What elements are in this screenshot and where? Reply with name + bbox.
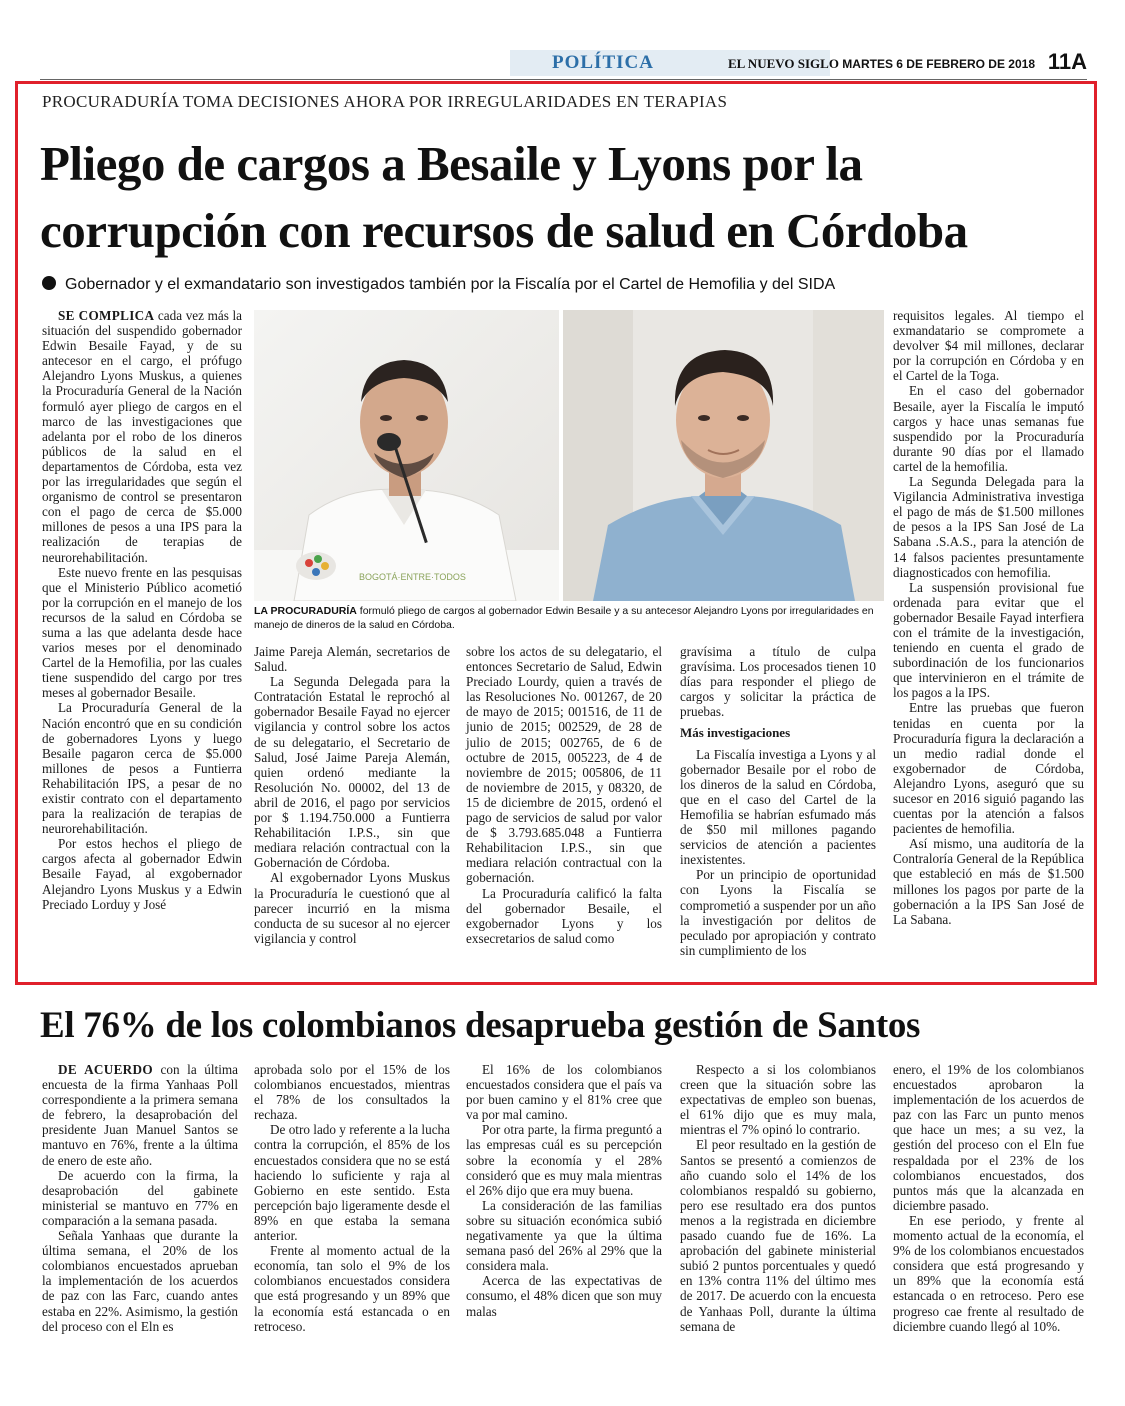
page-number: 11A: [1047, 49, 1087, 74]
article-column-1: [42, 308, 242, 912]
paragraph: Así mismo, una auditoría de la Contraloría General de la República que estableció en más de $1.500 millones los pagos por parte de la gobernación a la IPS San José de La Sabana.: [893, 836, 1084, 927]
article2-column-2: [254, 1062, 450, 1334]
paragraph: Frente al momento actual de la economía, tan solo el 9% de los colombianos encuestados considera que está progresando y un 89% que la economía está estancada o en retroceso.: [254, 1243, 450, 1334]
caption-text: formuló pliego de cargos al gobernador Edwin Besaile y a su antecesor Alejandro Lyons por irregularidades en manejo de dineros de la salud en Córdoba.: [254, 605, 874, 631]
headline-line-2: corrupción con recursos de salud en Córdoba: [40, 203, 968, 258]
section-subheading: Más investigaciones: [680, 725, 791, 741]
paragraph: De otro lado y referente a la lucha contra la corrupción, el 85% de los encuestados considera que no se está haciendo lo suficiente y raja al Gobierno en este sentido. Esta percepción bajo ligeramente desde el 89% en que estaba la semana anterior.: [254, 1122, 450, 1244]
headline-line-1: Pliego de cargos a Besaile y Lyons por la: [40, 136, 863, 191]
paragraph: requisitos legales. Al tiempo el exmandatario se compromete a devolver $4 mil millones, declarar por la corrupción en Córdoba y en el Cartel de la Toga.: [893, 308, 1084, 384]
page-header: [40, 48, 1087, 78]
article-kicker: PROCURADURÍA TOMA DECISIONES AHORA POR IRREGULARIDADES EN TERAPIAS: [42, 92, 728, 111]
paper-name: EL NUEVO SIGLO: [727, 56, 839, 71]
article-column-4: [680, 644, 876, 958]
paragraph: La consideración de las familias sobre su situación económica subió negativamente ya que la última semana pasó del 26% al 29% que la considera mala.: [466, 1197, 662, 1274]
paragraph: Respecto a si los colombianos creen que la situación sobre las expectativas de empleo son buenas, el 61% dijo que es muy mala, mientras el 7% opinó lo contrario.: [680, 1062, 876, 1138]
lead-in: SE COMPLICA: [58, 308, 155, 323]
paragraph: [42, 1062, 238, 1168]
paragraph: Señala Yanhaas que durante la última semana, el 20% de los colombianos encuestados aprueban la implementación de los acuerdos de paz con las Farc, cuando antes estaba en 22%. Asimismo, la gestión del proceso con el Eln es: [42, 1228, 238, 1334]
paragraph: La Segunda Delegada para la Vigilancia Administrativa investiga el pago de más de $1.500 millones de pesos a la IPS San José de La Sabana .S.A.S., para la atención de 14 falsos pacientes presuntamente diagnosticados con hemofilia.: [893, 474, 1084, 580]
article-column-3: [466, 644, 662, 946]
paragraph: La suspensión provisional fue ordenada para evitar que el gobernador Besaile Fayad interfiera con el trámite de la investigación, teniendo en cuenta el grado de subordinación de los funcionarios que intervinieron en el trámite de los pagos a la IPS.: [893, 579, 1084, 701]
paragraph: La Procuraduría General de la Nación encontró que en su condición de gobernadores Lyons y luego Besaile pagaron cerca de $5.000 millones de pesos a Funtierra Rehabilitación IPS, a pesar de no existir contrato con el departamento para la realización de terapias de neurorehabilitación.: [42, 700, 242, 837]
article-headline[interactable]: [40, 130, 1090, 264]
banner-text: BOGOTÁ·ENTRE·TODOS: [359, 572, 466, 582]
paragraph-text: con la última encuesta de la firma Yanhaas Poll correspondiente a la primera semana de febrero, la desaprobación del presidente Juan Manuel Santos se mantuvo en 76%, frente a la última de enero de este año.: [42, 1062, 238, 1168]
paragraph: La Segunda Delegada para la Contratación Estatal le reprochó al gobernador Besaile Fayad no ejercer vigilancia y control sobre los actos de su delegatario, el Secretario de Salud, José Jaime Pareja Alemán, quien ordenó mediante la Resolución No. 00002, del 13 de abril de 2016, el pago por servicios por $ 1.194.750.000 a Funtierra Rehabilitación I.P.S., sin que mediara relación contractual con la Gobernación de Córdoba.: [254, 674, 450, 871]
paragraph: [42, 308, 242, 565]
photo-lyons-image: [563, 310, 884, 601]
paragraph-text: cada vez más la situación del suspendido gobernador Edwin Besaile Fayad, y de su antecesor en el cargo, el prófugo Alejandro Lyons Muskus, a quienes la Procuraduría General de la Nación formuló ayer pliego de cargos en el marco de las investigaciones que adelanta por el robo de los dineros públicos de la salud en el departamentos de Córdoba, esta vez por las irregularidades que según el organismo de control se presentaron con el pago de cerca de $5.000 millones de pesos a una IPS para la realización de terapias de neurorehabilitación.: [42, 308, 242, 565]
deck-text: Gobernador y el exmandatario son investigados también por la Fiscalía por el Cartel de Hemofilia y del SIDA: [65, 276, 836, 293]
paragraph: Por otra parte, la firma preguntó a las empresas cuál es su percepción sobre la economía y el 28% consideró que es muy mala mientras el 26% dijo que era muy buena.: [466, 1122, 662, 1198]
paragraph: sobre los actos de su delegatario, el entonces Secretario de Salud, Edwin Preciado Lourdy, quien a través de las Resoluciones No. 001267, de 20 de mayo de 2015; 001516, de 11 de junio de 2015; 002529, de 28 de julio de 2015; 002765, de 6 de octubre de 2015, 005223, de 4 de noviembre de 2015; 005806, de 11 de noviembre de 2015, y 08320, de 15 de diciembre de 2015, ordenó el pago de servicios de salud por valor de $ 3.793.685.048 a Funtierra Rehabilitacion I.P.S., sin que mediara relación contractual con la gobernación.: [466, 644, 662, 886]
photo-caption: [254, 604, 884, 632]
paragraph: El 16% de los colombianos encuestados considera que el país va por buen camino y el 81% cree que va por mal camino.: [466, 1062, 662, 1123]
paragraph: enero, el 19% de los colombianos encuestados aprobaron la implementación de los acuerdos de paz con las Farc un punto menos que hace un mes; a su vez, la gestión del proceso con el Eln fue respaldada por el 23% de los colombianos encuestados, dos puntos más que la alcanzada en diciembre pasado.: [893, 1062, 1084, 1213]
article-column-2: [254, 644, 450, 946]
paragraph: De acuerdo con la firma, la desaprobación del gabinete ministerial se mantuvo en 77% en comparación a la semana pasada.: [42, 1167, 238, 1228]
paragraph: El peor resultado en la gestión de Santos se presentó a comienzos de año cuando solo el 14% de los colombianos respaldó su gobierno, pero ese resultado era dos puntos menos a la registrada en diciembre pasado cuando fue de 16%. La aprobación del gabinete ministerial subió 2 puntos porcentuales y quedó en 13% contra 11% del último mes de 2017. De acuerdo con la encuesta de Yanhaas Poll, durante la última semana de: [680, 1137, 876, 1334]
caption-lead: LA PROCURADURÍA: [254, 605, 357, 617]
paragraph: Este nuevo frente en las pesquisas que el Ministerio Público acometió por la corrupción en el manejo de los recursos de la salud en Córdoba se suma a las que adelanta desde hace varios meses por el denominado Cartel de la Hemofilia, por las cuales tiene suspendido del cargo por tres meses al gobernador Besaile.: [42, 564, 242, 701]
article2-column-3: [466, 1062, 662, 1319]
article2-headline[interactable]: El 76% de los colombianos desaprueba gestión de Santos: [40, 1005, 921, 1046]
paragraph: Por un principio de oportunidad con Lyons la Fiscalía se comprometió a suspender por un año la investigación por delitos de peculado por apropiación y contrato sin cumplimiento de los: [680, 867, 876, 958]
issue-date: MARTES 6 DE FEBRERO DE 2018: [842, 57, 1035, 71]
paragraph: gravísima a título de culpa gravísima. Los procesados tienen 10 días para responder el pliego de cargos y solicitar la práctica de pruebas.: [680, 644, 876, 720]
photo-alejandro-lyons[interactable]: [563, 310, 884, 601]
paragraph: En el caso del gobernador Besaile, ayer la Fiscalía le imputó cargos y hace unas semanas fue suspendido por la Procuraduría durante 90 días por el llamado cartel de la hemofilia.: [893, 383, 1084, 474]
paragraph: Jaime Pareja Alemán, secretarios de Salud.: [254, 644, 450, 675]
paragraph: aprobada solo por el 15% de los colombianos encuestados, mientras el 78% de los consultados la rechaza.: [254, 1062, 450, 1123]
paragraph: La Procuraduría calificó la falta del gobernador Besaile, el exgobernador Lyons y los exsecretarios de salud como: [466, 885, 662, 946]
lead-in: DE ACUERDO: [58, 1062, 153, 1077]
article-deck: [42, 276, 1092, 294]
paragraph: La Fiscalía investiga a Lyons y al gobernador Besaile por el robo de los dineros de la salud en Córdoba, que en el caso del Cartel de la Hemofilia se habrían esfumado más de $50 mil millones pagando servicios de atención a pacientes inexistentes.: [680, 746, 876, 868]
bullet-icon: [42, 276, 56, 290]
article-column-5: [893, 308, 1084, 927]
paragraph: Acerca de las expectativas de consumo, el 48% dicen que son muy malas: [466, 1273, 662, 1319]
photo-besaile-image: [254, 310, 559, 601]
paragraph: Al exgobernador Lyons Muskus la Procuraduría le cuestionó que al parecer incurrió en la misma conducta de su sucesor al no ejercer vigilancia y control: [254, 870, 450, 946]
article2-column-4: [680, 1062, 876, 1334]
paragraph: En ese periodo, y frente al momento actual de la economía, el 9% de los colombianos encuestados considera que está progresando y un 89% que la economía está estancada o en retroceso. Pero ese progreso cae frente al resultado de diciembre cuando llegó al 10%.: [893, 1212, 1084, 1334]
header-divider: [40, 79, 1087, 80]
article2-column-5: [893, 1062, 1084, 1334]
paragraph: Por estos hechos el pliego de cargos afecta al gobernador Edwin Besaile Fayad, al exgobernador Alejandro Lyons Muskus y a Edwin Preciado Lorduy y José: [42, 836, 242, 912]
article2-column-1: [42, 1062, 238, 1334]
section-label[interactable]: POLÍTICA: [510, 50, 830, 76]
paragraph: Entre las pruebas que fueron tenidas en cuenta por la Procuraduría figura la declaración a un medio radial donde el exgobernador de Córdoba, Alejandro Lyons, aseguró que su sucesor en 2016 siguió pagando las cuentas por la atención a falsos pacientes de hemofilia.: [893, 700, 1084, 837]
photo-edwin-besaile[interactable]: [254, 310, 559, 601]
paper-info: [728, 56, 1035, 72]
